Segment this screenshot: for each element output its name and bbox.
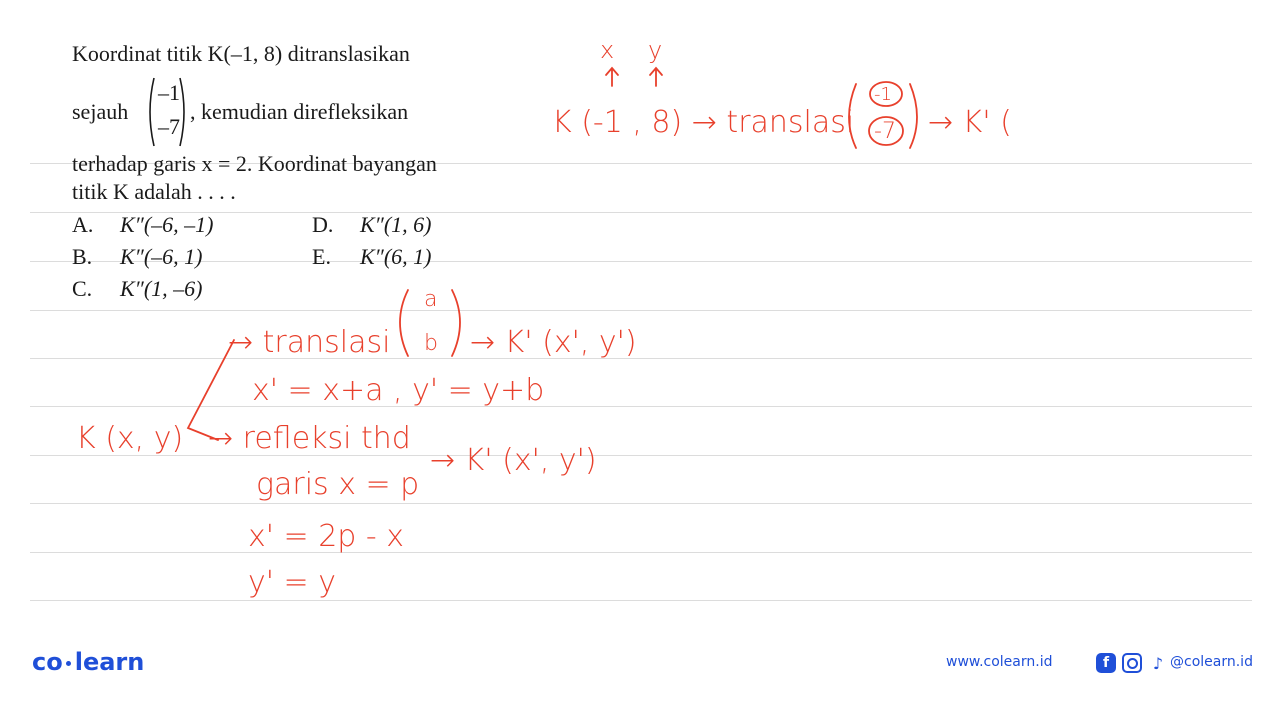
hw-circ-bottom: -7 bbox=[874, 119, 896, 144]
option-letter: C. bbox=[72, 276, 93, 301]
hw-rule2-eq2: y' = y bbox=[248, 565, 336, 600]
hw-mat-b: b bbox=[424, 331, 438, 356]
hw-rule2-eq1: x' = 2p - x bbox=[248, 519, 404, 554]
tiktok-icon[interactable]: ♪ bbox=[1152, 653, 1164, 673]
hw-rule1-eq: x' = x+a , y' = y+b bbox=[252, 373, 545, 408]
option-value: K″(–6, –1) bbox=[120, 212, 214, 237]
question-line-4: titik K adalah . . . . bbox=[72, 179, 236, 204]
question-line-3: terhadap garis x = 2. Koordinat bayangan bbox=[72, 151, 437, 176]
option-value: K″(6, 1) bbox=[360, 244, 432, 269]
option-value: K″(1, –6) bbox=[120, 276, 203, 301]
hw-paren-ab-left bbox=[400, 290, 408, 356]
hw-paren-right bbox=[910, 84, 917, 148]
hw-line-top: K (-1 , 8) → translasi bbox=[552, 105, 855, 140]
hw-circ-top: -1 bbox=[874, 84, 892, 105]
hw-arrow-up-y bbox=[650, 68, 662, 86]
hw-y-label: y bbox=[648, 36, 663, 64]
instagram-icon[interactable] bbox=[1122, 653, 1142, 673]
colearn-logo: co learn bbox=[32, 648, 145, 676]
hw-rule2-result: → K' (x', y') bbox=[430, 443, 597, 478]
hw-rule1: → translasi bbox=[228, 325, 391, 360]
hw-rule2: → refleksi thd bbox=[208, 421, 411, 456]
option-letter: B. bbox=[72, 244, 93, 269]
hw-x-label: x bbox=[600, 36, 615, 64]
question-line-1: Koordinat titik K(–1, 8) ditranslasikan bbox=[72, 41, 410, 66]
hw-rule1-result: → K' (x', y') bbox=[470, 325, 637, 360]
hw-kxy: K (x, y) bbox=[76, 421, 184, 456]
vector-bottom: –7 bbox=[158, 114, 180, 139]
option-value: K″(–6, 1) bbox=[120, 244, 203, 269]
option-letter: A. bbox=[72, 212, 94, 237]
option-letter: D. bbox=[312, 212, 334, 237]
website-link[interactable]: www.colearn.id bbox=[946, 654, 1053, 670]
option-letter: E. bbox=[312, 244, 331, 269]
vector-top: –1 bbox=[158, 80, 180, 105]
hw-arrow-up-x bbox=[606, 68, 618, 86]
question-line-2-prefix: sejauh bbox=[72, 99, 129, 124]
social-handle[interactable]: @colearn.id bbox=[1170, 654, 1253, 670]
hw-rule2b: garis x = p bbox=[256, 467, 420, 502]
facebook-icon[interactable]: f bbox=[1096, 653, 1116, 673]
hw-arrow-k1: → K' ( bbox=[928, 105, 1012, 140]
question-line-2-suffix: , kemudian direfleksikan bbox=[190, 99, 409, 124]
option-value: K″(1, 6) bbox=[360, 212, 432, 237]
hw-paren-ab-right bbox=[452, 290, 460, 356]
hw-mat-a: a bbox=[424, 287, 438, 312]
